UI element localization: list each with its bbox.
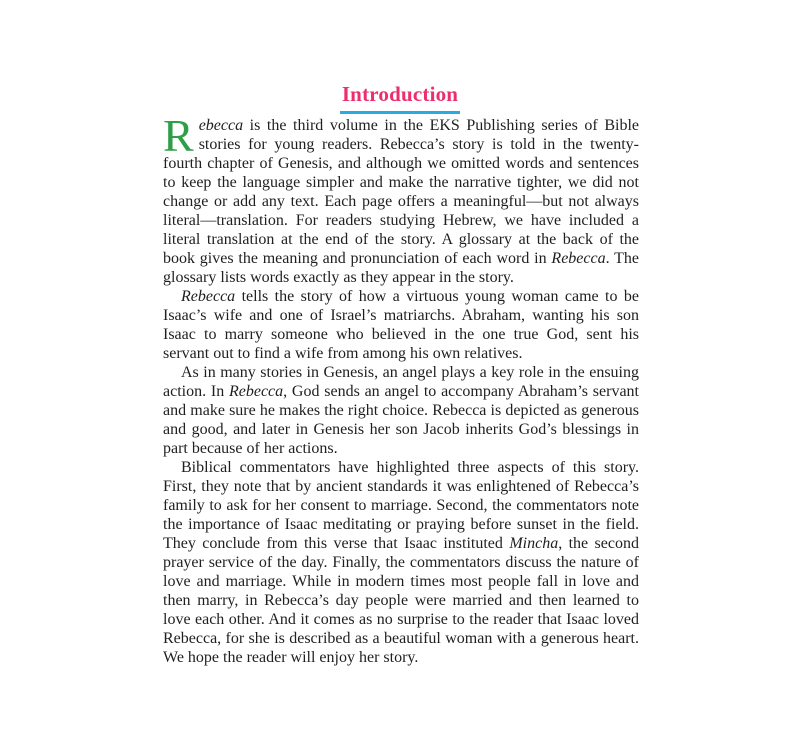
paragraph (163, 458, 639, 667)
page-title: Introduction (340, 82, 460, 114)
italic-text: Rebecca (181, 288, 236, 305)
body-text: Biblical commentators have highlighted three aspects of this story. First, they note that by ancient standards it was enlightened of Rebecca’s family to ask for her consent to marriage. Second, the commentators note the importance of Isaac meditating or praying before sunset in the field. They conclude from this verse that Isaac instituted (163, 459, 639, 552)
paragraph (163, 363, 639, 458)
paragraph (163, 110, 640, 287)
body-text: As in many stories in Genesis, an angel plays a key role in the ensuing action. In (163, 364, 639, 400)
italic-text: Rebecca (551, 250, 606, 267)
drop-cap: R (163, 110, 194, 161)
body-text: . The glossary lists words exactly as they appear in the story. (163, 250, 640, 286)
paragraph (163, 287, 639, 363)
italic-text: ebecca (198, 117, 244, 134)
italic-text: Mincha (509, 535, 559, 552)
body-text: , God sends an angel to accompany Abraham’s servant and make sure he makes the right choice. Rebecca is depicted as generous and good, and later in Genesis her son Jacob inherits God’s blessings in part because of her actions. (163, 383, 639, 457)
body-text: is the third volume in the EKS Publishing series of Bible stories for young readers. Rebecca’s story is told in the twenty-fourth chapter of Genesis, and although we omitted words and sentences to keep the language simpler and make the narrative tighter, we did not change or add any text. Each page offers a meaningful—but not always literal—translation. For readers studying Hebrew, we have included a literal translation at the end of the story. A glossary at the back of the book gives the meaning and pronunciation of each word in (163, 117, 639, 267)
intro-text (163, 110, 640, 667)
body-text: tells the story of how a virtuous young woman came to be Isaac’s wife and one of Israel’s matriarchs. Abraham, wanting his son Isaac to marry someone who believed in the one true God, sent his servant out to find a wife from among his own relatives. (163, 288, 639, 362)
body-text: , the second prayer service of the day. Finally, the commentators discuss the nature of love and marriage. While in modern times most people fall in love and then marry, in Rebecca’s day people were married and then learned to love each other. And it comes as no surprise to the reader that Isaac loved Rebecca, for she is described as a beautiful woman with a generous heart. We hope the reader will enjoy her story. (163, 535, 639, 666)
italic-text: Rebecca (228, 383, 284, 400)
title-row (0, 82, 800, 114)
